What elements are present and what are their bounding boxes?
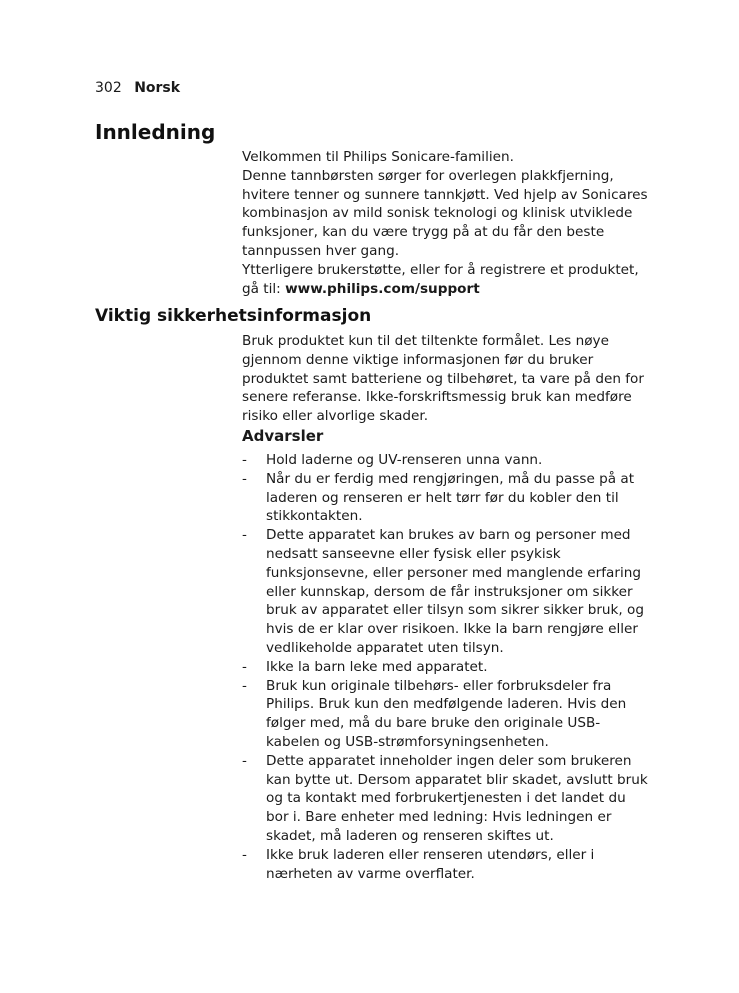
warning-item: - Bruk kun originale tilbehørs- eller forbruksdeler fra Philips. Bruk kun den medfølgende laderen. Hvis den følger med, må du bare bruke den originale USB-kabelen og USB-strømforsyningsenheten. — [242, 677, 652, 752]
intro-paragraph-1: Velkommen til Philips Sonicare-familien. — [242, 149, 514, 165]
support-paragraph — [242, 261, 652, 299]
warning-item: - Dette apparatet kan brukes av barn og personer med nedsatt sanseevne eller fysisk eller psykisk funksjonsevne, eller personer med manglende erfaring eller kunnskap, dersom de får instruksjoner om sikker bruk av apparatet eller tilsyn som sikrer sikker bruk, og hvis de er klar over risikoen. Ikke la barn rengjøre eller vedlikeholde apparatet uten tilsyn. — [242, 526, 652, 658]
intro-heading: Innledning — [95, 120, 216, 144]
safety-paragraph: Bruk produktet kun til det tiltenkte formålet. Les nøye gjennom denne viktige informasjonen før du bruker produktet samt batteriene og tilbehøret, ta vare på den for senere referanse. Ikke-forskriftsmessig bruk kan medføre risiko eller alvorlige skader. — [242, 333, 644, 425]
page-header — [95, 80, 180, 96]
intro-body — [242, 148, 652, 298]
warning-item: - Dette apparatet inneholder ingen deler som brukeren kan bytte ut. Dersom apparatet blir skadet, avslutt bruk og ta kontakt med forbrukertjenesten i det landet du bor i. Bare enheter med ledning: Hvis ledningen er skadet, må laderen og renseren skiftes ut. — [242, 752, 652, 846]
warning-item: - Når du er ferdig med rengjøringen, må du passe på at laderen og renseren er helt tørr før du kobler den til stikkontakten. — [242, 470, 652, 526]
warning-item: - Ikke bruk laderen eller renseren utendørs, eller i nærheten av varme overflater. — [242, 846, 652, 884]
safety-body — [242, 332, 652, 426]
warnings-heading: Advarsler — [242, 427, 324, 445]
warning-item: - Hold laderne og UV-renseren unna vann. — [242, 451, 652, 470]
support-link[interactable]: www.philips.com/support — [285, 280, 480, 297]
page-number: 302 — [95, 80, 122, 96]
warning-item: - Ikke la barn leke med apparatet. — [242, 658, 652, 677]
language-label: Norsk — [134, 80, 181, 96]
warnings-list — [242, 451, 652, 883]
safety-heading: Viktig sikkerhetsinformasjon — [95, 306, 372, 326]
intro-paragraph-2: Denne tannbørsten sørger for overlegen plakkfjerning, hvitere tenner og sunnere tannkjøtt. Ved hjelp av Sonicares kombinasjon av mild sonisk teknologi og klinisk utviklede funksjoner, kan du være trygg på at du får den beste tannpussen hver gang. — [242, 167, 648, 259]
support-text: Ytterligere brukerstøtte, eller for å registrere et produktet, gå til: — [242, 261, 639, 297]
